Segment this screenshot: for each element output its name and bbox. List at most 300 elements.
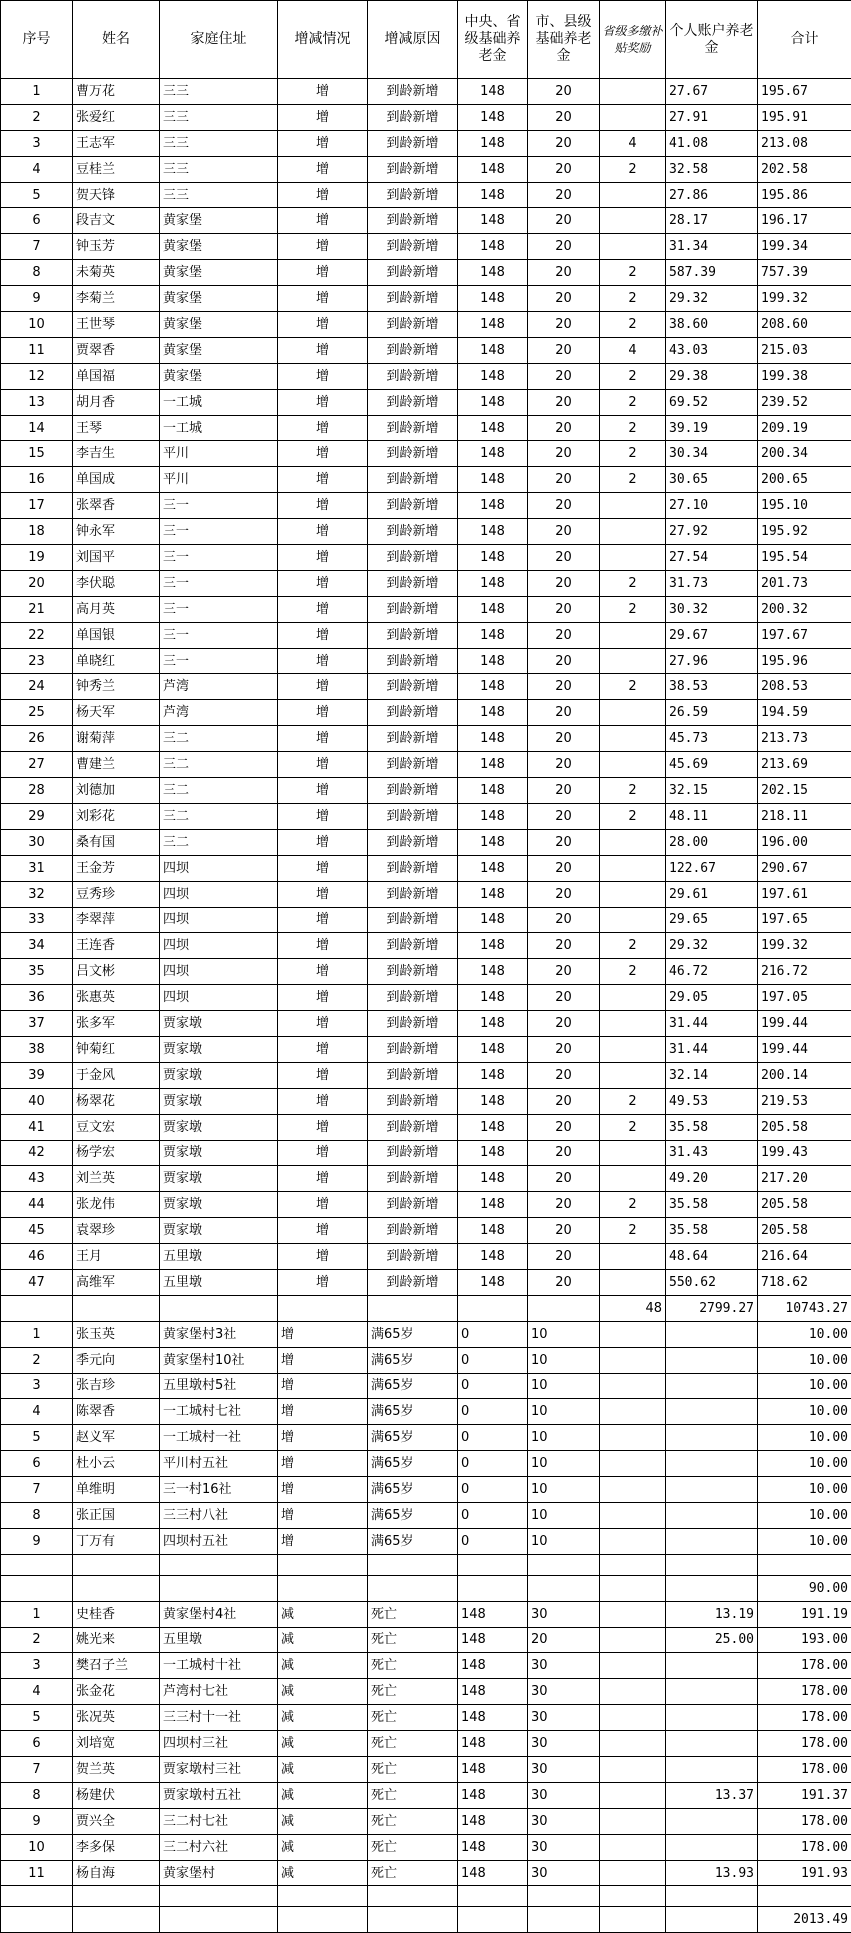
cell-bonus: 2 <box>600 1088 666 1114</box>
cell-personal-pension: 550.62 <box>666 1269 758 1295</box>
cell-serial: 39 <box>1 1062 73 1088</box>
cell-serial: 10 <box>1 312 73 338</box>
cell-personal-pension: 31.44 <box>666 1011 758 1037</box>
cell-personal-pension: 69.52 <box>666 389 758 415</box>
cell-city-pension: 20 <box>528 79 600 105</box>
cell-city-pension: 20 <box>528 622 600 648</box>
cell-total: 200.14 <box>758 1062 851 1088</box>
cell-personal-pension: 31.73 <box>666 570 758 596</box>
cell-total: 10.00 <box>758 1373 851 1399</box>
cell-city-pension: 20 <box>528 545 600 571</box>
cell-reason: 到龄新增 <box>368 1036 458 1062</box>
cell-address: 四坝村五社 <box>160 1528 278 1554</box>
cell-bonus <box>600 985 666 1011</box>
cell-total: 216.72 <box>758 959 851 985</box>
header-address: 家庭住址 <box>160 1 278 79</box>
table-row <box>1 570 851 596</box>
cell-name: 谢菊萍 <box>73 726 160 752</box>
table-row <box>1 104 851 130</box>
cell-bonus <box>600 1782 666 1808</box>
cell-total: 10.00 <box>758 1347 851 1373</box>
table-row <box>1 260 851 286</box>
cell-city-pension: 20 <box>528 182 600 208</box>
cell-city-pension: 30 <box>528 1705 600 1731</box>
cell-reason: 到龄新增 <box>368 648 458 674</box>
cell-change: 增 <box>278 1477 368 1503</box>
cell-change: 增 <box>278 312 368 338</box>
cell-reason: 到龄新增 <box>368 1062 458 1088</box>
table-row <box>1 1808 851 1834</box>
cell-serial: 3 <box>1 130 73 156</box>
cell-change: 增 <box>278 803 368 829</box>
cell-total: 195.91 <box>758 104 851 130</box>
cell-reason: 到龄新增 <box>368 493 458 519</box>
cell-address: 芦湾村七社 <box>160 1679 278 1705</box>
cell-name: 杨天军 <box>73 700 160 726</box>
cell-total: 217.20 <box>758 1166 851 1192</box>
cell-reason: 到龄新增 <box>368 1011 458 1037</box>
cell-city-pension: 10 <box>528 1451 600 1477</box>
cell-total: 200.32 <box>758 596 851 622</box>
total-personal-pension <box>666 1575 758 1601</box>
total-reason <box>368 1295 458 1321</box>
cell-address: 三一 <box>160 622 278 648</box>
cell-address: 黄家堡村10社 <box>160 1347 278 1373</box>
cell-reason: 到龄新增 <box>368 726 458 752</box>
cell-name: 李伏聪 <box>73 570 160 596</box>
cell-serial: 14 <box>1 415 73 441</box>
cell-serial: 3 <box>1 1653 73 1679</box>
cell-total: 213.73 <box>758 726 851 752</box>
cell-change: 增 <box>278 674 368 700</box>
cell-serial: 5 <box>1 1425 73 1451</box>
cell-central-pension: 148 <box>458 752 528 778</box>
spacer-cell <box>278 1554 368 1575</box>
cell-bonus: 2 <box>600 674 666 700</box>
table-row <box>1 1218 851 1244</box>
cell-bonus <box>600 208 666 234</box>
cell-change: 增 <box>278 752 368 778</box>
cell-total: 239.52 <box>758 389 851 415</box>
cell-total: 202.58 <box>758 156 851 182</box>
spacer-cell <box>1 1886 73 1907</box>
cell-city-pension: 20 <box>528 1218 600 1244</box>
cell-personal-pension: 35.58 <box>666 1218 758 1244</box>
cell-name: 刘彩花 <box>73 803 160 829</box>
cell-name: 段吉文 <box>73 208 160 234</box>
cell-bonus <box>600 1321 666 1347</box>
header-city-pension: 市、县级基础养老金 <box>528 1 600 79</box>
cell-central-pension: 148 <box>458 907 528 933</box>
cell-name: 张惠英 <box>73 985 160 1011</box>
cell-reason: 到龄新增 <box>368 234 458 260</box>
cell-total: 197.65 <box>758 907 851 933</box>
total-address <box>160 1575 278 1601</box>
cell-address: 四坝 <box>160 855 278 881</box>
cell-reason: 到龄新增 <box>368 700 458 726</box>
cell-personal-pension: 25.00 <box>666 1627 758 1653</box>
table-row <box>1 312 851 338</box>
cell-change: 增 <box>278 1192 368 1218</box>
cell-reason: 到龄新增 <box>368 208 458 234</box>
cell-central-pension: 148 <box>458 1627 528 1653</box>
cell-central-pension: 148 <box>458 467 528 493</box>
cell-address: 三三村十一社 <box>160 1705 278 1731</box>
spacer-cell <box>368 1886 458 1907</box>
cell-serial: 7 <box>1 1757 73 1783</box>
cell-serial: 26 <box>1 726 73 752</box>
cell-reason: 死亡 <box>368 1601 458 1627</box>
cell-address: 贾家墩 <box>160 1140 278 1166</box>
cell-bonus: 2 <box>600 1114 666 1140</box>
cell-total: 196.17 <box>758 208 851 234</box>
cell-change: 减 <box>278 1834 368 1860</box>
cell-address: 四坝 <box>160 881 278 907</box>
cell-serial: 43 <box>1 1166 73 1192</box>
cell-address: 五里墩 <box>160 1244 278 1270</box>
cell-name: 胡月香 <box>73 389 160 415</box>
table-row <box>1 1679 851 1705</box>
table-row <box>1 726 851 752</box>
cell-name: 王月 <box>73 1244 160 1270</box>
cell-name: 单维明 <box>73 1477 160 1503</box>
total-personal-pension: 2799.27 <box>666 1295 758 1321</box>
cell-serial: 5 <box>1 182 73 208</box>
cell-reason: 到龄新增 <box>368 182 458 208</box>
cell-total: 213.08 <box>758 130 851 156</box>
cell-bonus: 2 <box>600 1218 666 1244</box>
cell-personal-pension <box>666 1477 758 1503</box>
spacer-cell <box>368 1554 458 1575</box>
cell-city-pension: 20 <box>528 467 600 493</box>
cell-address: 黄家堡 <box>160 286 278 312</box>
total-name <box>73 1295 160 1321</box>
cell-change: 增 <box>278 1373 368 1399</box>
cell-bonus <box>600 182 666 208</box>
table-row <box>1 1757 851 1783</box>
table-row <box>1 1166 851 1192</box>
cell-total: 216.64 <box>758 1244 851 1270</box>
cell-bonus <box>600 1757 666 1783</box>
cell-name: 钟玉芳 <box>73 234 160 260</box>
cell-name: 张吉珍 <box>73 1373 160 1399</box>
cell-reason: 满65岁 <box>368 1347 458 1373</box>
cell-reason: 满65岁 <box>368 1321 458 1347</box>
cell-city-pension: 10 <box>528 1321 600 1347</box>
table-row <box>1 1705 851 1731</box>
cell-bonus <box>600 1036 666 1062</box>
cell-personal-pension <box>666 1399 758 1425</box>
cell-name: 陈翠香 <box>73 1399 160 1425</box>
cell-total: 199.34 <box>758 234 851 260</box>
cell-change: 增 <box>278 1347 368 1373</box>
cell-city-pension: 20 <box>528 1114 600 1140</box>
cell-name: 刘德加 <box>73 778 160 804</box>
cell-personal-pension: 31.34 <box>666 234 758 260</box>
cell-city-pension: 20 <box>528 234 600 260</box>
cell-name: 李吉生 <box>73 441 160 467</box>
cell-central-pension: 148 <box>458 389 528 415</box>
cell-bonus: 2 <box>600 933 666 959</box>
cell-serial: 29 <box>1 803 73 829</box>
cell-address: 平川 <box>160 467 278 493</box>
cell-city-pension: 10 <box>528 1347 600 1373</box>
cell-change: 减 <box>278 1808 368 1834</box>
cell-serial: 34 <box>1 933 73 959</box>
cell-personal-pension: 30.34 <box>666 441 758 467</box>
cell-bonus: 4 <box>600 337 666 363</box>
cell-change: 减 <box>278 1782 368 1808</box>
table-row <box>1 337 851 363</box>
cell-serial: 9 <box>1 1808 73 1834</box>
cell-personal-pension <box>666 1834 758 1860</box>
table-row <box>1 700 851 726</box>
cell-total: 178.00 <box>758 1757 851 1783</box>
cell-central-pension: 148 <box>458 726 528 752</box>
cell-city-pension: 20 <box>528 985 600 1011</box>
cell-change: 增 <box>278 622 368 648</box>
total-serial <box>1 1575 73 1601</box>
cell-name: 高月英 <box>73 596 160 622</box>
cell-total: 10.00 <box>758 1502 851 1528</box>
cell-name: 贺兰英 <box>73 1757 160 1783</box>
table-row <box>1 1528 851 1554</box>
cell-reason: 到龄新增 <box>368 1114 458 1140</box>
cell-city-pension: 20 <box>528 389 600 415</box>
cell-city-pension: 10 <box>528 1477 600 1503</box>
cell-address: 黄家堡 <box>160 208 278 234</box>
table-row <box>1 1269 851 1295</box>
cell-personal-pension: 43.03 <box>666 337 758 363</box>
cell-total: 205.58 <box>758 1114 851 1140</box>
cell-total: 199.32 <box>758 933 851 959</box>
cell-personal-pension <box>666 1373 758 1399</box>
total-central-pension <box>458 1907 528 1933</box>
cell-reason: 到龄新增 <box>368 570 458 596</box>
cell-central-pension: 148 <box>458 1269 528 1295</box>
total-change <box>278 1575 368 1601</box>
cell-bonus <box>600 1627 666 1653</box>
cell-name: 杨翠花 <box>73 1088 160 1114</box>
table-row <box>1 363 851 389</box>
cell-personal-pension: 39.19 <box>666 415 758 441</box>
cell-bonus <box>600 234 666 260</box>
cell-city-pension: 10 <box>528 1502 600 1528</box>
cell-central-pension: 148 <box>458 1218 528 1244</box>
header-central-pension: 中央、省级基础养老金 <box>458 1 528 79</box>
cell-address: 四坝 <box>160 985 278 1011</box>
cell-personal-pension: 13.37 <box>666 1782 758 1808</box>
cell-total: 197.61 <box>758 881 851 907</box>
cell-address: 三三 <box>160 104 278 130</box>
cell-change: 增 <box>278 1011 368 1037</box>
cell-name: 张正国 <box>73 1502 160 1528</box>
cell-address: 三二 <box>160 752 278 778</box>
cell-central-pension: 0 <box>458 1373 528 1399</box>
cell-bonus: 2 <box>600 1192 666 1218</box>
total-row <box>1 1907 851 1933</box>
cell-bonus <box>600 700 666 726</box>
cell-serial: 32 <box>1 881 73 907</box>
cell-personal-pension: 29.32 <box>666 286 758 312</box>
cell-central-pension: 148 <box>458 415 528 441</box>
cell-personal-pension <box>666 1451 758 1477</box>
cell-serial: 6 <box>1 1731 73 1757</box>
cell-central-pension: 148 <box>458 778 528 804</box>
cell-name: 贾兴全 <box>73 1808 160 1834</box>
cell-personal-pension: 27.92 <box>666 519 758 545</box>
cell-city-pension: 20 <box>528 1011 600 1037</box>
cell-total: 195.10 <box>758 493 851 519</box>
cell-personal-pension: 45.73 <box>666 726 758 752</box>
cell-bonus <box>600 493 666 519</box>
cell-serial: 10 <box>1 1834 73 1860</box>
cell-change: 增 <box>278 1218 368 1244</box>
cell-central-pension: 148 <box>458 855 528 881</box>
cell-bonus: 2 <box>600 959 666 985</box>
cell-city-pension: 20 <box>528 519 600 545</box>
spacer-cell <box>528 1886 600 1907</box>
cell-city-pension: 20 <box>528 104 600 130</box>
cell-address: 三三 <box>160 156 278 182</box>
cell-serial: 28 <box>1 778 73 804</box>
cell-address: 贾家墩村三社 <box>160 1757 278 1783</box>
cell-bonus <box>600 1451 666 1477</box>
cell-change: 增 <box>278 1399 368 1425</box>
cell-name: 张翠香 <box>73 493 160 519</box>
cell-name: 刘培宽 <box>73 1731 160 1757</box>
total-city-pension <box>528 1907 600 1933</box>
cell-address: 贾家墩 <box>160 1011 278 1037</box>
table-row <box>1 467 851 493</box>
cell-personal-pension: 32.58 <box>666 156 758 182</box>
cell-name: 赵义军 <box>73 1425 160 1451</box>
cell-name: 高维军 <box>73 1269 160 1295</box>
cell-change: 增 <box>278 415 368 441</box>
cell-reason: 到龄新增 <box>368 1140 458 1166</box>
header-personal-pension: 个人账户养老金 <box>666 1 758 79</box>
cell-serial: 2 <box>1 1347 73 1373</box>
cell-serial: 20 <box>1 570 73 596</box>
cell-total: 178.00 <box>758 1679 851 1705</box>
cell-city-pension: 20 <box>528 855 600 881</box>
total-bonus <box>600 1907 666 1933</box>
table-row <box>1 156 851 182</box>
total-row <box>1 1295 851 1321</box>
cell-total: 219.53 <box>758 1088 851 1114</box>
cell-address: 芦湾 <box>160 700 278 726</box>
cell-change: 减 <box>278 1860 368 1886</box>
cell-city-pension: 20 <box>528 208 600 234</box>
cell-personal-pension: 38.53 <box>666 674 758 700</box>
cell-city-pension: 20 <box>528 363 600 389</box>
cell-central-pension: 148 <box>458 493 528 519</box>
cell-change: 增 <box>278 855 368 881</box>
cell-name: 杨建伏 <box>73 1782 160 1808</box>
table-row <box>1 985 851 1011</box>
cell-change: 增 <box>278 1528 368 1554</box>
cell-bonus <box>600 881 666 907</box>
cell-personal-pension <box>666 1425 758 1451</box>
cell-reason: 到龄新增 <box>368 389 458 415</box>
cell-city-pension: 10 <box>528 1373 600 1399</box>
cell-reason: 到龄新增 <box>368 260 458 286</box>
cell-personal-pension: 27.96 <box>666 648 758 674</box>
cell-personal-pension <box>666 1679 758 1705</box>
cell-reason: 死亡 <box>368 1731 458 1757</box>
cell-serial: 11 <box>1 337 73 363</box>
cell-total: 10.00 <box>758 1477 851 1503</box>
cell-personal-pension: 46.72 <box>666 959 758 985</box>
cell-address: 贾家墩 <box>160 1088 278 1114</box>
cell-total: 191.93 <box>758 1860 851 1886</box>
cell-address: 三一村16社 <box>160 1477 278 1503</box>
cell-bonus <box>600 752 666 778</box>
cell-address: 贾家墩 <box>160 1062 278 1088</box>
cell-name: 单国福 <box>73 363 160 389</box>
cell-personal-pension: 29.32 <box>666 933 758 959</box>
cell-total: 196.00 <box>758 829 851 855</box>
cell-serial: 8 <box>1 1502 73 1528</box>
cell-change: 增 <box>278 1451 368 1477</box>
cell-reason: 到龄新增 <box>368 803 458 829</box>
cell-reason: 死亡 <box>368 1627 458 1653</box>
cell-serial: 4 <box>1 1399 73 1425</box>
cell-name: 张爱红 <box>73 104 160 130</box>
cell-reason: 到龄新增 <box>368 1088 458 1114</box>
cell-bonus: 2 <box>600 363 666 389</box>
cell-personal-pension: 31.44 <box>666 1036 758 1062</box>
cell-bonus <box>600 1244 666 1270</box>
cell-central-pension: 148 <box>458 933 528 959</box>
cell-name: 吕文彬 <box>73 959 160 985</box>
cell-total: 194.59 <box>758 700 851 726</box>
cell-central-pension: 148 <box>458 1601 528 1627</box>
spacer-cell <box>758 1554 851 1575</box>
cell-total: 10.00 <box>758 1321 851 1347</box>
cell-name: 未菊英 <box>73 260 160 286</box>
cell-central-pension: 148 <box>458 959 528 985</box>
cell-personal-pension: 30.65 <box>666 467 758 493</box>
cell-address: 黄家堡村3社 <box>160 1321 278 1347</box>
cell-total: 195.67 <box>758 79 851 105</box>
cell-change: 增 <box>278 208 368 234</box>
cell-personal-pension: 31.43 <box>666 1140 758 1166</box>
cell-city-pension: 20 <box>528 260 600 286</box>
table-row <box>1 79 851 105</box>
cell-serial: 12 <box>1 363 73 389</box>
cell-central-pension: 148 <box>458 1808 528 1834</box>
cell-bonus: 2 <box>600 441 666 467</box>
cell-name: 张多军 <box>73 1011 160 1037</box>
spacer-cell <box>528 1554 600 1575</box>
cell-serial: 22 <box>1 622 73 648</box>
cell-reason: 到龄新增 <box>368 79 458 105</box>
spacer-cell <box>758 1886 851 1907</box>
cell-central-pension: 148 <box>458 1140 528 1166</box>
header-reason: 增减原因 <box>368 1 458 79</box>
cell-bonus <box>600 726 666 752</box>
cell-total: 197.67 <box>758 622 851 648</box>
cell-address: 一工城村一社 <box>160 1425 278 1451</box>
cell-reason: 到龄新增 <box>368 778 458 804</box>
cell-personal-pension: 29.61 <box>666 881 758 907</box>
cell-serial: 42 <box>1 1140 73 1166</box>
cell-address: 一工城村十社 <box>160 1653 278 1679</box>
cell-personal-pension <box>666 1757 758 1783</box>
cell-name: 王志军 <box>73 130 160 156</box>
cell-central-pension: 148 <box>458 1114 528 1140</box>
